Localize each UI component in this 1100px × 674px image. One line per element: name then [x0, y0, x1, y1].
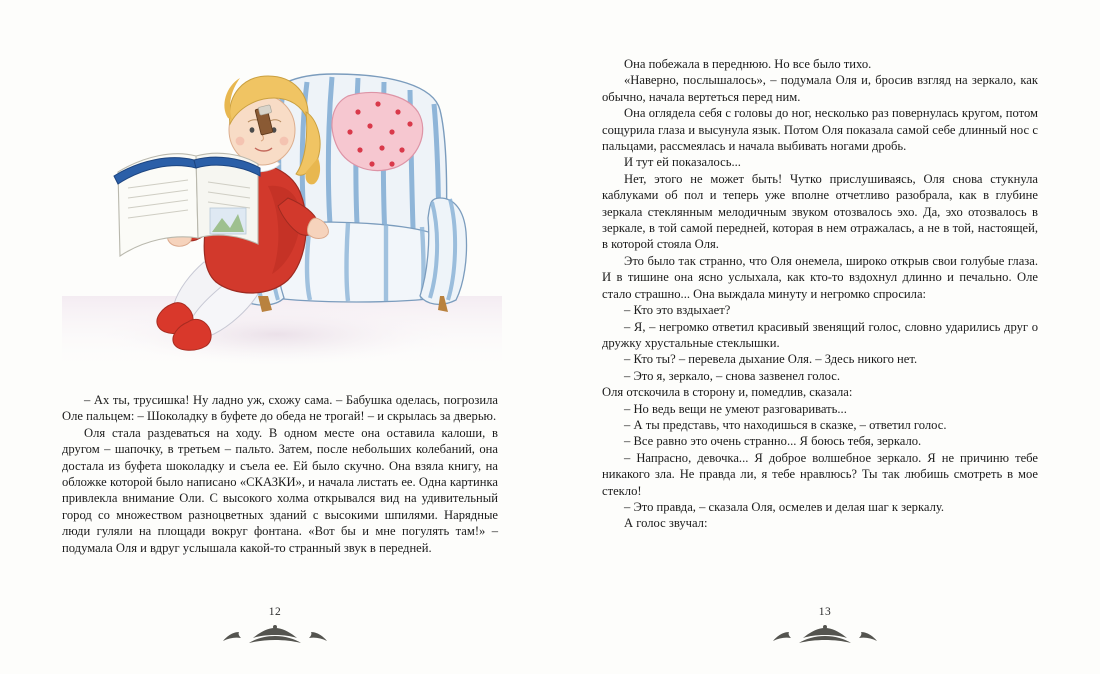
paragraph: – Ах ты, трусишка! Ну ладно уж, схожу сама. – Бабушка оделась, погрозила Оле пальцем: – Шоколадку в буфете до обеда не трогай! – и скрылась за дверью. — [62, 393, 498, 424]
ornament-right — [550, 624, 1100, 646]
ornament-left — [0, 624, 550, 646]
paragraph: И тут ей показалось... — [624, 155, 741, 170]
polka-dot-pillow — [332, 93, 423, 171]
left-page-text — [62, 392, 498, 556]
paragraph: Она оглядела себя с головы до ног, несколько раз повернулась кругом, потом сощурила глаза и высунула язык. Потом Оля показала самой себе длинный нос с пальцами, рассмеялась и начала выбивать ногами дробь. — [602, 106, 1038, 154]
right-page — [550, 0, 1100, 674]
paragraph: – Кто ты? – перевела дыхание Оля. – Здесь никого нет. — [624, 352, 918, 367]
paragraph: А голос звучал: — [624, 516, 708, 531]
paragraph: – Но ведь вещи не умеют разговаривать... — [624, 401, 847, 416]
paragraph: – А ты представь, что находишься в сказке, – ответил голос. — [624, 417, 947, 432]
paragraph: Это было так странно, что Оля онемела, широко открыв свои голубые глаза. И в тишине она ясно услыхала, как кто-то вздохнул длинно и печально. Оле стало страшно... Она выждала минуту и негромко спросила: — [602, 253, 1038, 301]
paragraph: – Кто это вздыхает? — [624, 303, 731, 318]
paragraph: – Все равно это очень странно... Я боюсь тебя, зеркало. — [624, 434, 922, 449]
right-page-text — [602, 56, 1038, 532]
paragraph: Она побежала в переднюю. Но все было тихо. — [624, 57, 872, 71]
decorative-vignette-icon — [215, 624, 335, 646]
girl-reading-in-armchair-illustration — [62, 46, 502, 376]
paragraph: – Это правда, – сказала Оля, осмелев и делая шаг к зеркалу. — [624, 499, 945, 514]
paragraph: Нет, этого не может быть! Чутко прислушиваясь, Оля снова стукнула каблуками об пол и теперь уже вполне отчетливо разобрала, как в глубине зеркала стеклянным мелодичным звуком отозвалось эхо. Да, эхо отозвалось в зеркале, в той самой передней, которая в нем отражалась, а не в той, настоящей, в которой стояла Оля. — [602, 171, 1038, 252]
decorative-vignette-icon — [765, 624, 885, 646]
paragraph: Оля стала раздеваться на ходу. В одном месте она оставила калоши, в другом – шапочку, в третьем – пальто. Затем, после небольших колебаний, она достала из буфета шоколадку и съела ее. Ей было скучно. Она взяла книгу, на обложке которой было написано «СКАЗКИ», и начала листать ее. Одна картинка привлекла внимание Оли. С высокого холма открывался вид на удивительный город со множеством разноцветных зданий с высокими шпилями. Нарядные люди гуляли на площади вокруг фонтана. «Вот бы и мне погулять там!» – подумала Оля и вдруг услышала какой-то странный звук в передней. — [62, 425, 498, 555]
page-number-left: 12 — [268, 606, 282, 618]
illustration-svg — [62, 46, 502, 376]
paragraph: «Наверно, послышалось», – подумала Оля и, бросив взгляд на зеркало, как обычно, начала вертеться перед ним. — [602, 73, 1038, 104]
page-number-right: 13 — [818, 606, 832, 618]
paragraph: – Я, – негромко ответил красивый звенящий голос, словно ударились друг о дружку хрустальные стеклышки. — [602, 319, 1038, 350]
paragraph: – Напрасно, девочка... Я доброе волшебное зеркало. Я не причиню тебе никакого зла. Не правда ли, я тебе нравлюсь? Ты так любишь смотреть в мое стекло! — [602, 450, 1038, 498]
paragraph: Оля отскочила в сторону и, помедлив, сказала: — [602, 385, 853, 400]
paragraph: – Это я, зеркало, – снова зазвенел голос. — [624, 368, 840, 383]
